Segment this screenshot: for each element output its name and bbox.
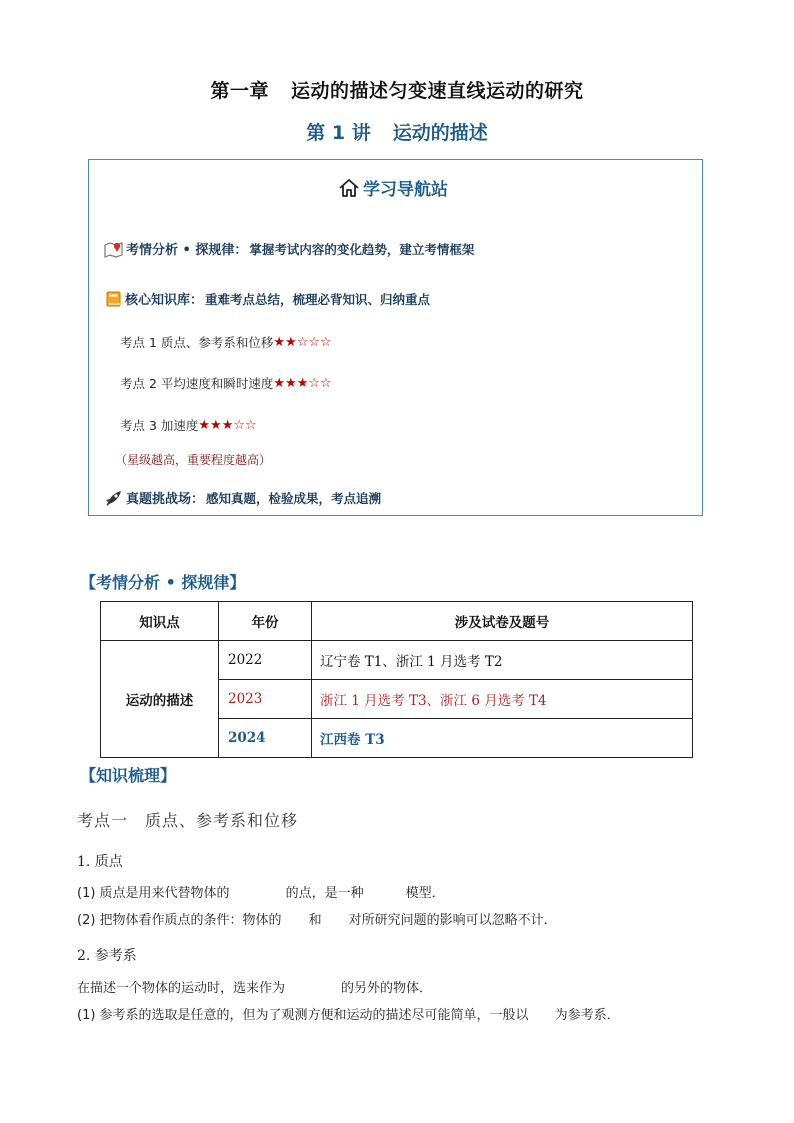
- nav-row-core-desc: 重难考点总结，梳理必背知识、归纳重点: [205, 291, 431, 307]
- column-header: 年份: [219, 602, 312, 641]
- topic-cell: 运动的描述: [101, 641, 219, 758]
- column-header: 知识点: [101, 602, 219, 641]
- section-particle-title: 1. 质点: [77, 854, 123, 870]
- year-cell: 2023: [219, 680, 312, 719]
- key-point-2[interactable]: [120, 374, 332, 392]
- lecture-number: 第 1 讲: [306, 122, 371, 144]
- papers-cell: 辽宁卷 T1、浙江 1 月选考 T2: [312, 641, 693, 680]
- nav-row-core[interactable]: [105, 289, 430, 308]
- text-segment: 的另外的物体．: [341, 981, 433, 996]
- chapter-name: 运动的描述匀变速直线运动的研究: [291, 80, 584, 102]
- star-note: （星级越高，重要程度越高）: [115, 453, 272, 467]
- nav-row-exam-label: 真题挑战场：: [126, 492, 205, 507]
- lecture-name: 运动的描述: [392, 122, 488, 144]
- key-point-1-stars: ★★☆☆☆: [273, 334, 332, 350]
- particle-line-1: [77, 882, 445, 901]
- text-segment: (1) 质点是用来代替物体的: [77, 886, 230, 901]
- reference-line-1: [77, 977, 432, 996]
- key-point-2-stars: ★★★☆☆: [273, 375, 332, 391]
- key-point-3-label: 考点 3 加速度: [120, 418, 199, 433]
- column-header: 涉及试卷及题号: [312, 602, 693, 641]
- key-point-1[interactable]: [120, 333, 332, 351]
- text-segment: 模型．: [405, 886, 445, 901]
- key-point-1-label: 考点 1 质点、参考系和位移: [120, 335, 274, 350]
- key-point-3[interactable]: [120, 416, 257, 434]
- map-pin-icon: [104, 240, 124, 258]
- reference-line-2: [77, 1004, 620, 1023]
- chapter-number: 第一章: [210, 80, 269, 102]
- nav-row-core-label: 核心知识库：: [125, 293, 204, 308]
- exam-analysis-table: [100, 601, 693, 758]
- book-icon: [105, 290, 123, 308]
- key-point-one-heading: 考点一 质点、参考系和位移: [77, 811, 299, 830]
- key-point-2-label: 考点 2 平均速度和瞬时速度: [120, 376, 274, 391]
- nav-row-analysis-desc: 掌握考试内容的变化趋势，建立考情框架: [249, 241, 475, 257]
- nav-row-exam-desc: 感知真题，检验成果，考点追溯: [206, 490, 382, 506]
- text-segment: (1) 参考系的选取是任意的，但为了观测方便和运动的描述尽可能简单，一般以: [77, 1008, 529, 1023]
- nav-row-analysis-label: 考情分析 • 探规律：: [126, 243, 248, 258]
- text-segment: 和: [308, 913, 322, 928]
- chapter-title: [0, 76, 794, 103]
- table-header-row: [101, 602, 693, 641]
- papers-cell: 浙江 1 月选考 T3、浙江 6 月选考 T4: [312, 680, 693, 719]
- lecture-title: [0, 118, 794, 145]
- text-segment: 的点，是一种: [285, 886, 364, 901]
- rocket-icon: [104, 489, 124, 507]
- nav-row-analysis[interactable]: [104, 239, 474, 258]
- text-segment: 对所研究问题的影响可以忽略不计．: [348, 913, 557, 928]
- papers-cell: 江西卷 T3: [312, 719, 693, 758]
- text-segment: 为参考系．: [554, 1008, 620, 1023]
- nav-title: [338, 175, 448, 200]
- nav-row-exam[interactable]: [104, 488, 381, 507]
- section-reference-title: 2. 参考系: [77, 948, 137, 964]
- table-row: [101, 641, 693, 680]
- text-segment: 在描述一个物体的运动时，选来作为: [77, 981, 286, 996]
- home-icon: [338, 178, 360, 198]
- key-point-3-stars: ★★★☆☆: [198, 417, 257, 433]
- year-cell: 2024: [219, 719, 312, 758]
- particle-line-2: [77, 909, 557, 928]
- analysis-heading: 【考情分析 • 探规律】: [80, 573, 246, 592]
- year-cell: 2022: [219, 641, 312, 680]
- text-segment: (2) 把物体看作质点的条件：物体的: [77, 913, 282, 928]
- knowledge-heading: 【知识梳理】: [80, 766, 177, 785]
- nav-title-text: 学习导航站: [363, 180, 448, 200]
